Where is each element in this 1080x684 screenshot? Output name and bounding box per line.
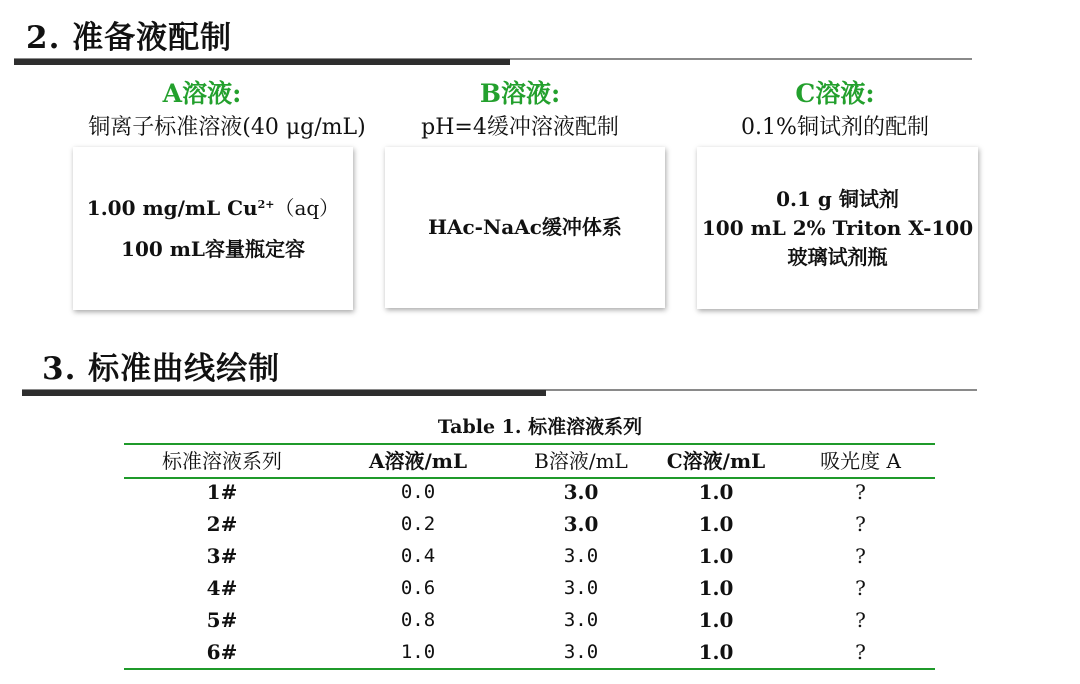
section-2-heading: 2. 准备液配制 xyxy=(26,20,233,56)
cell-a: 1.0 xyxy=(400,641,436,663)
cell-b: 3.0 xyxy=(563,480,599,504)
table-row xyxy=(124,540,935,572)
solution-a-card-line2: 100 mL容量瓶定容 xyxy=(121,236,305,261)
cell-absorbance: ? xyxy=(855,480,866,504)
table-caption: Table 1. 标准溶液系列 xyxy=(437,416,643,438)
solution-b-subtitle: pH=4缓冲溶液配制 xyxy=(421,115,619,140)
solution-c-card-line1: 0.1 g 铜试剂 xyxy=(776,186,899,211)
solution-a-subtitle: 铜离子标准溶液(40 μg/mL) xyxy=(88,115,366,140)
cell-c: 1.0 xyxy=(698,544,734,568)
solution-c-title: C溶液: xyxy=(795,79,875,108)
cell-a: 0.0 xyxy=(400,481,436,503)
table-row xyxy=(124,636,935,668)
row-label: 6# xyxy=(206,640,238,664)
solution-c-subtitle: 0.1%铜试剂的配制 xyxy=(741,115,929,140)
solution-c-card-line2: 100 mL 2% Triton X-100 xyxy=(701,215,974,240)
solution-a-card xyxy=(73,147,353,310)
solution-a-card-line1: 1.00 mg/mL $Cu^{2+}(aq)$ xyxy=(86,195,340,220)
section-3-rule-accent xyxy=(22,390,546,396)
header-a: A溶液/mL xyxy=(368,449,468,473)
cell-b: 3.0 xyxy=(563,545,599,567)
header-c: C溶液/mL xyxy=(666,449,766,473)
cell-b: 3.0 xyxy=(563,609,599,631)
header-absorbance: 吸光度 A xyxy=(820,449,901,473)
row-label: 2# xyxy=(206,512,238,536)
cell-a: 0.2 xyxy=(400,513,436,535)
solution-c-card xyxy=(697,147,978,309)
table-row xyxy=(124,604,935,636)
section-2-rule-accent xyxy=(14,59,510,65)
table-row xyxy=(124,572,935,604)
cell-c: 1.0 xyxy=(698,512,734,536)
cell-absorbance: ? xyxy=(855,608,866,632)
cell-a: 0.8 xyxy=(400,609,436,631)
cell-c: 1.0 xyxy=(698,608,734,632)
cell-c: 1.0 xyxy=(698,640,734,664)
header-series: 标准溶液系列 xyxy=(162,449,282,473)
header-b: B溶液/mL xyxy=(534,449,628,473)
cell-b: 3.0 xyxy=(563,512,599,536)
cell-b: 3.0 xyxy=(563,577,599,599)
cell-absorbance: ? xyxy=(855,576,866,600)
cell-absorbance: ? xyxy=(855,640,866,664)
section-3-heading: 3. 标准曲线绘制 xyxy=(42,351,281,387)
table-row xyxy=(124,476,935,508)
cell-b: 3.0 xyxy=(563,641,599,663)
solution-a-title: A溶液: xyxy=(162,79,242,108)
cell-c: 1.0 xyxy=(698,480,734,504)
cell-a: 0.4 xyxy=(400,545,436,567)
solution-c-card-line3: 玻璃试剂瓶 xyxy=(787,244,888,269)
row-label: 4# xyxy=(206,576,238,600)
table-row xyxy=(124,508,935,540)
solution-b-card-line1: HAc-NaAc缓冲体系 xyxy=(428,215,622,239)
table-bottom-rule xyxy=(124,668,935,670)
row-label: 3# xyxy=(206,544,238,568)
cell-absorbance: ? xyxy=(855,544,866,568)
row-label: 1# xyxy=(206,480,238,504)
cell-c: 1.0 xyxy=(698,576,734,600)
table-header-row xyxy=(124,445,935,477)
cell-absorbance: ? xyxy=(855,512,866,536)
solution-b-card xyxy=(385,147,665,308)
row-label: 5# xyxy=(206,608,238,632)
solution-b-title: B溶液: xyxy=(479,79,561,108)
cell-a: 0.6 xyxy=(400,577,436,599)
